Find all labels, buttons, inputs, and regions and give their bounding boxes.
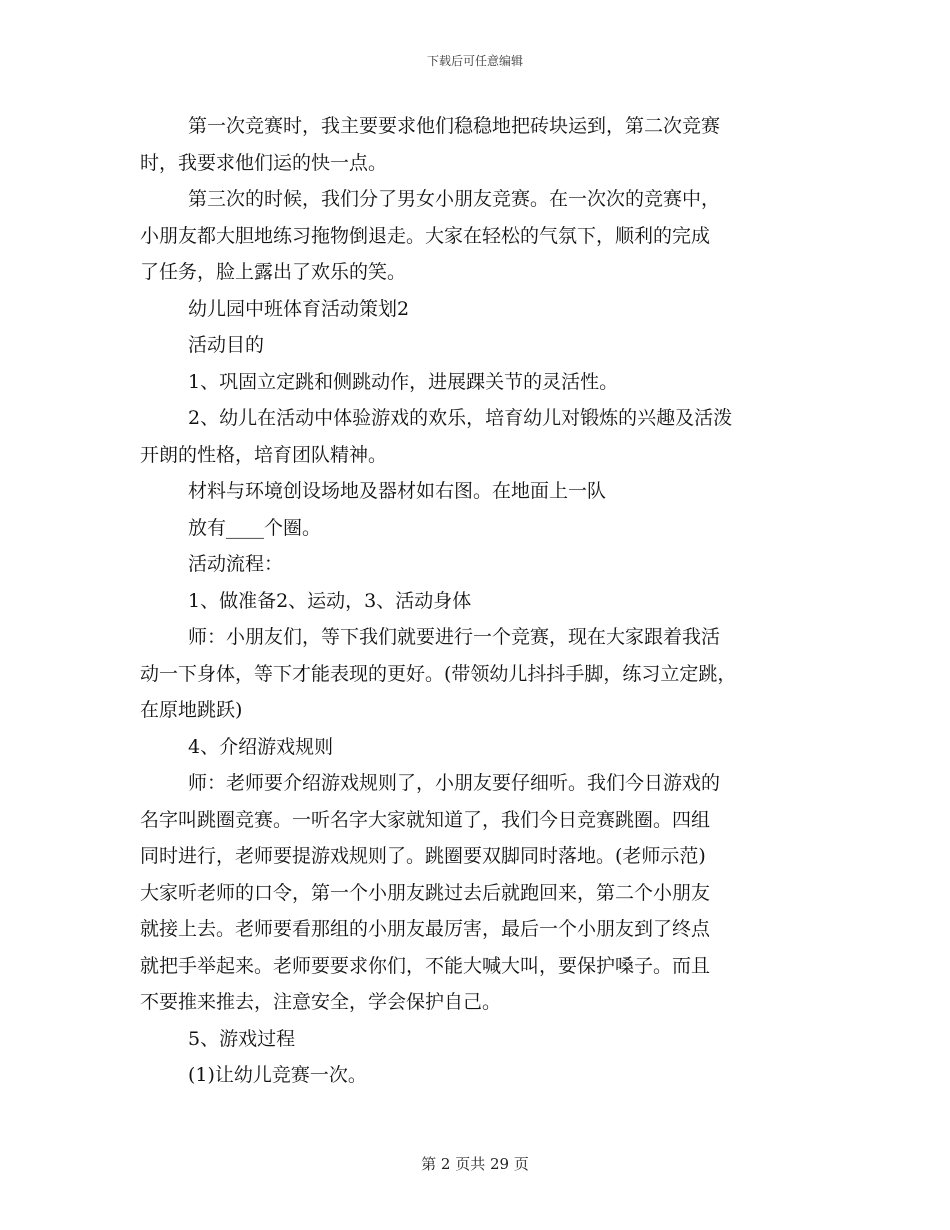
text-line: 活动目的 <box>188 334 265 356</box>
text-line: 1、巩固立定跳和侧跳动作，进展踝关节的灵活性。 <box>188 370 619 393</box>
paragraph <box>140 181 820 291</box>
list-item <box>140 1057 820 1094</box>
page-header: 下载后可任意编辑 <box>426 54 523 68</box>
text-line: 不要推来推去，注意安全，学会保护自己。 <box>140 991 502 1013</box>
section-title <box>140 291 820 328</box>
paragraph <box>140 765 820 1021</box>
subheading <box>140 327 820 364</box>
text-line: 材料与环境创设场地及器材如右图。在地面上一队 <box>188 480 607 502</box>
text-line: 在原地跳跃) <box>140 699 243 721</box>
text-line: 幼儿园中班体育活动策划2 <box>188 297 410 320</box>
page-footer: 第 2 页共 29 页 <box>421 1155 529 1173</box>
paragraph <box>140 473 820 510</box>
list-item <box>140 364 820 401</box>
text-line: 第三次的时候，我们分了男女小朋友竞赛。在一次次的竞赛中， <box>188 188 721 210</box>
text-line: (1)让幼儿竞赛一次。 <box>188 1064 367 1086</box>
text-line: 时，我要求他们运的快一点。 <box>140 151 388 174</box>
text-line: 师：老师要介绍游戏规则了，小朋友要仔细听。我们今日游戏的 <box>188 772 721 794</box>
text-line: 放有____个圈。 <box>188 516 322 539</box>
subheading <box>140 546 820 583</box>
paragraph <box>140 108 820 181</box>
list-item <box>140 1021 820 1058</box>
text-line: 开朗的性格，培育团队精神。 <box>140 443 388 466</box>
text-line: 就接上去。老师要看那组的小朋友最厉害，最后一个小朋友到了终点 <box>140 918 711 940</box>
paragraph <box>140 510 820 547</box>
list-item <box>140 729 820 766</box>
text-line: 活动流程： <box>188 553 284 575</box>
text-line: 小朋友都大胆地练习拖物倒退走。大家在轻松的气氛下，顺利的完成 <box>140 224 711 247</box>
text-line: 1、做准备2、运动，3、活动身体 <box>188 589 472 612</box>
text-line: 了任务，脸上露出了欢乐的笑。 <box>140 261 407 283</box>
document-body <box>140 108 820 1094</box>
text-line: 2、幼儿在活动中体验游戏的欢乐，培育幼儿对锻炼的兴趣及活泼 <box>188 407 733 429</box>
list-item <box>140 400 820 473</box>
paragraph <box>140 619 820 729</box>
text-line: 师：小朋友们，等下我们就要进行一个竞赛，现在大家跟着我活 <box>188 626 721 648</box>
text-line: 就把手举起来。老师要要求你们，不能大喊大叫，要保护嗓子。而且 <box>140 954 711 977</box>
text-line: 大家听老师的口令，第一个小朋友跳过去后就跑回来，第二个小朋友 <box>140 881 711 904</box>
text-line: 名字叫跳圈竞赛。一听名字大家就知道了，我们今日竞赛跳圈。四组 <box>140 808 711 831</box>
list-item <box>140 583 820 620</box>
text-line: 5、游戏过程 <box>188 1027 296 1050</box>
text-line: 动一下身体，等下才能表现的更好。(带领幼儿抖抖手脚，练习立定跳， <box>140 662 737 685</box>
text-line: 第一次竞赛时，我主要要求他们稳稳地把砖块运到，第二次竞赛 <box>188 115 721 137</box>
text-line: 4、介绍游戏规则 <box>188 735 334 758</box>
text-line: 同时进行，老师要提游戏规则了。跳圈要双脚同时落地。(老师示范) <box>140 845 706 867</box>
